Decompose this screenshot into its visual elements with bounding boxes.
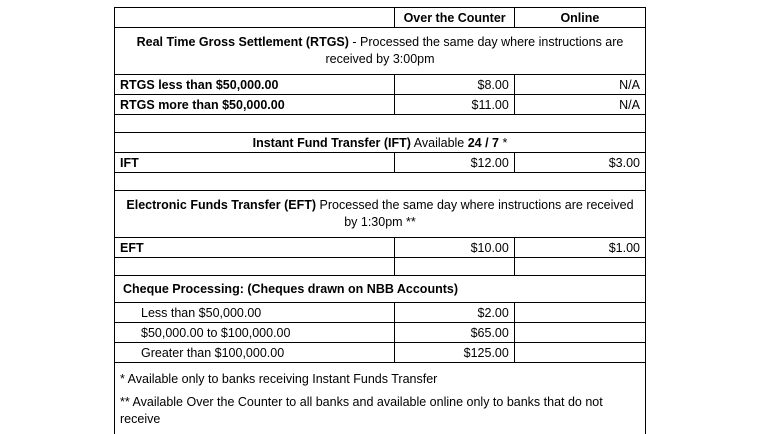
rtgs-description <box>115 28 646 75</box>
header-blank <box>115 8 395 28</box>
table-row <box>115 238 646 258</box>
row-counter-fee: $12.00 <box>395 153 514 173</box>
eft-title: Electronic Funds Transfer (EFT) <box>126 198 316 212</box>
row-counter-fee: $65.00 <box>395 323 514 343</box>
footnote-2: ** Available Over the Counter to all banks and available online only to banks that do not receive <box>120 394 640 428</box>
row-counter-fee: $8.00 <box>395 75 514 95</box>
row-label: RTGS more than $50,000.00 <box>115 95 395 115</box>
row-label: Greater than $100,000.00 <box>115 343 395 363</box>
cheque-title: Cheque Processing: (Cheques drawn on NBB Accounts) <box>115 276 646 303</box>
row-label: RTGS less than $50,000.00 <box>115 75 395 95</box>
table-row <box>115 95 646 115</box>
ift-title-mid: Available <box>411 136 468 150</box>
eft-title-rest: Processed the same day where instructions are received by 1:30pm ** <box>316 198 634 229</box>
table-row <box>115 343 646 363</box>
row-label: EFT <box>115 238 395 258</box>
header-row <box>115 8 646 28</box>
row-online-fee <box>514 303 645 323</box>
spacer-cell <box>115 115 646 133</box>
eft-description <box>115 191 646 238</box>
eft-section-title <box>115 191 646 238</box>
ift-title: Instant Fund Transfer (IFT) <box>253 136 411 150</box>
ift-description <box>115 133 646 153</box>
row-online-fee <box>514 343 645 363</box>
fee-table <box>114 7 646 434</box>
header-over-the-counter: Over the Counter <box>395 8 514 28</box>
spacer-cell <box>514 258 645 276</box>
notes-cell <box>115 363 646 434</box>
rtgs-section-title <box>115 28 646 75</box>
table-row <box>115 153 646 173</box>
spacer-cell <box>115 258 395 276</box>
row-counter-fee: $2.00 <box>395 303 514 323</box>
row-online-fee: N/A <box>514 95 645 115</box>
table-row <box>115 75 646 95</box>
row-counter-fee: $10.00 <box>395 238 514 258</box>
row-online-fee: $1.00 <box>514 238 645 258</box>
header-online: Online <box>514 8 645 28</box>
spacer-cell <box>395 258 514 276</box>
spacer-cell <box>115 173 646 191</box>
spacer-row <box>115 115 646 133</box>
row-label: IFT <box>115 153 395 173</box>
ift-section-title <box>115 133 646 153</box>
table-row <box>115 303 646 323</box>
row-online-fee: N/A <box>514 75 645 95</box>
ift-availability: 24 / 7 <box>468 136 499 150</box>
row-label: $50,000.00 to $100,000.00 <box>115 323 395 343</box>
row-online-fee: $3.00 <box>514 153 645 173</box>
fee-schedule <box>114 7 646 434</box>
spacer-row <box>115 173 646 191</box>
cheque-section-title <box>115 276 646 303</box>
rtgs-title-rest: - Processed the same day where instructions are received by 3:00pm <box>325 35 623 66</box>
row-counter-fee: $125.00 <box>395 343 514 363</box>
footnote-1: * Available only to banks receiving Instant Funds Transfer <box>120 371 640 388</box>
rtgs-title: Real Time Gross Settlement (RTGS) <box>137 35 349 49</box>
row-counter-fee: $11.00 <box>395 95 514 115</box>
spacer-row <box>115 258 646 276</box>
row-online-fee <box>514 323 645 343</box>
row-label: Less than $50,000.00 <box>115 303 395 323</box>
table-row <box>115 323 646 343</box>
ift-title-end: * <box>499 136 507 150</box>
notes-row <box>115 363 646 434</box>
